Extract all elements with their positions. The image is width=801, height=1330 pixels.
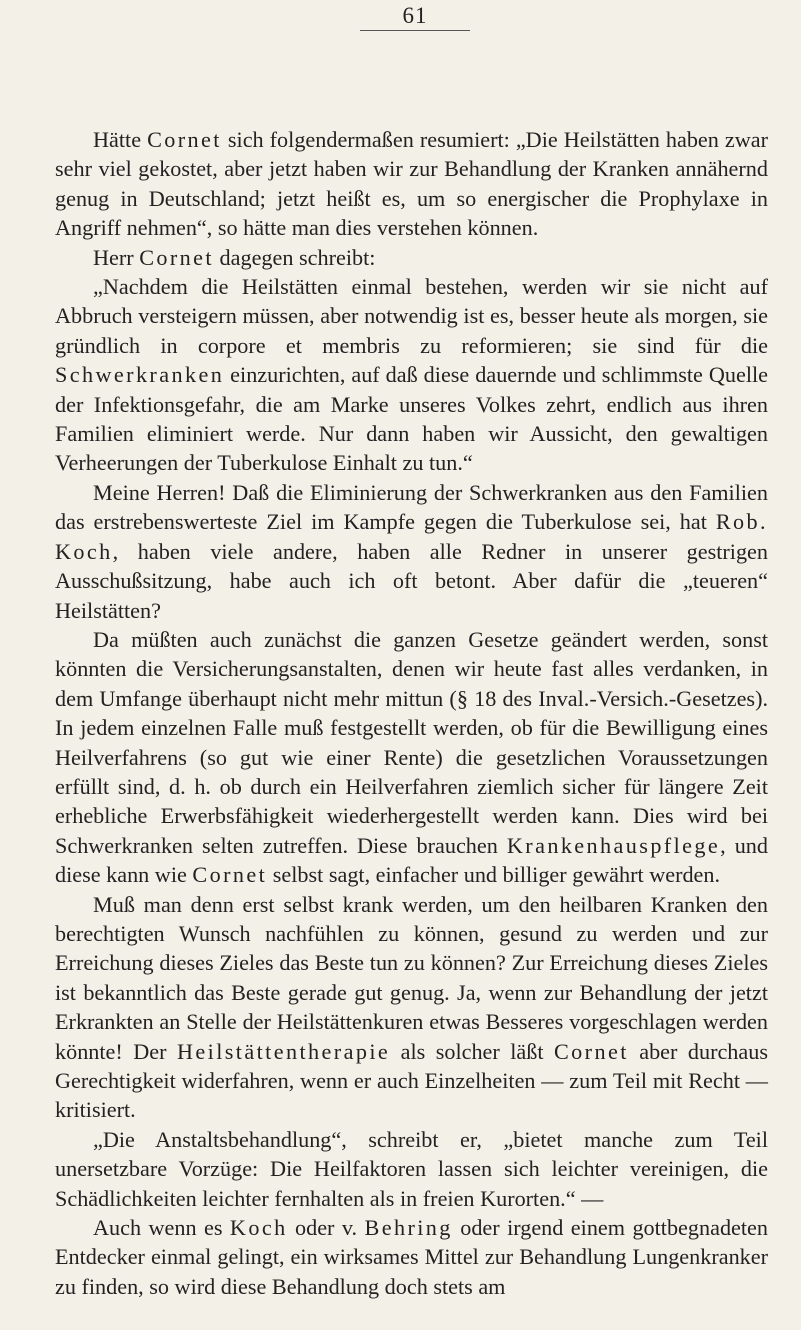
paragraph bbox=[55, 1125, 768, 1213]
spaced-name: Cornet bbox=[147, 127, 222, 152]
text-run: oder irgend einem gottbegnadeten Entdecker einmal gelingt, ein wirksames Mittel zur Behandlung Lungenkranker zu finden, so wird diese Behandlung doch stets am bbox=[55, 1215, 768, 1299]
text-run: , und diese kann wie bbox=[55, 832, 768, 888]
body-text bbox=[55, 125, 768, 1301]
text-run: Muß man denn erst selbst krank werden, um den heilbaren Kranken den berechtigten Wunsch nachfühlen zu können, gesund zu werden und zur Erreichung dieses Zieles das Beste tun zu können? Zur Erreichung dieses Zieles ist bekanntlich das Beste gerade gut genug. Ja, wenn zur Behandlung der jetzt Erkrankten an Stelle der Heilstättenkuren etwas Besseres vorgeschlagen werden könnte! Der bbox=[55, 891, 768, 1064]
spaced-name: Schwerkranken bbox=[55, 362, 225, 388]
paragraph bbox=[55, 272, 768, 478]
paragraph bbox=[55, 890, 768, 1125]
paragraph bbox=[55, 243, 768, 272]
text-run: „Nachdem die Heilstätten einmal bestehen, werden wir sie nicht auf Abbruch versteigern müssen, aber notwendig ist es, besser heute als morgen, sie gründlich in corpore et membris zu reformieren; sie sind für die bbox=[55, 274, 768, 358]
spaced-name: Heilstättentherapie bbox=[176, 1038, 391, 1064]
text-run: , haben viele andere, haben alle Redner in unserer gestrigen Ausschußsitzung, habe auch ich oft betont. Aber dafür die „teueren“ Heilstätten? bbox=[55, 538, 768, 623]
spaced-name: Behring bbox=[364, 1215, 453, 1241]
spaced-name: Krankenhauspflege bbox=[506, 832, 721, 858]
text-run: dagegen schreibt: bbox=[214, 244, 376, 270]
text-run: Meine Herren! Daß die Eliminierung der Schwerkranken aus den Familien das erstrebenswerteste Ziel im Kampfe gegen die Tuberkulose sei, hat bbox=[55, 479, 768, 535]
spaced-name: Rob. Koch bbox=[55, 509, 768, 564]
text-run: Auch wenn es bbox=[93, 1215, 230, 1241]
text-run: selbst sagt, einfacher und billiger gewährt werden. bbox=[267, 862, 721, 888]
page-header bbox=[360, 4, 470, 31]
paragraph bbox=[55, 625, 768, 890]
text-run: oder v. bbox=[287, 1215, 365, 1241]
page-number: 61 bbox=[402, 3, 428, 28]
paragraph bbox=[55, 1213, 768, 1301]
spaced-name: Koch bbox=[229, 1215, 288, 1241]
text-run: einzurichten, auf daß diese dauernde und schlimmste Quelle der Infektionsgefahr, die am Marke unseres Volkes zehrt, endlich aus ihren Familien eliminiert werde. Nur dann haben wir Aussicht, den gewaltigen Verheerungen der Tuberkulose Einhalt zu tun.“ bbox=[55, 362, 768, 476]
text-run: Hätte bbox=[93, 127, 148, 152]
text-run: aber durchaus Gerechtigkeit widerfahren, wenn er auch Einzelheiten — zum Teil mit Recht — kritisiert. bbox=[55, 1038, 768, 1123]
text-run: sich folgendermaßen resumiert: „Die Heilstätten haben zwar sehr viel gekostet, aber jetzt haben wir zur Behandlung der Kranken annähernd genug in Deutschland; jetzt heißt es, um so energischer die Prophylaxe in Angriff nehmen“, so hätte man dies verstehen können. bbox=[55, 127, 768, 241]
spaced-name: Cornet bbox=[192, 862, 268, 888]
paragraph bbox=[55, 125, 768, 243]
text-run: als solcher läßt bbox=[390, 1038, 554, 1064]
text-run: Herr bbox=[93, 244, 140, 270]
spaced-name: Cornet bbox=[553, 1038, 629, 1064]
text-run: Da müßten auch zunächst die ganzen Gesetze geändert werden, sonst könnten die Versicherungsanstalten, denen wir heute fast alles verdanken, in dem Umfange überhaupt nicht mehr mittun (§ 18 des Inval.-Versich.-Gesetzes). In jedem einzelnen Falle muß festgestellt werden, ob für die Bewilligung eines Heilverfahrens (so gut wie einer Rente) die gesetzlichen Voraussetzungen erfüllt sind, d. h. ob durch ein Heilverfahren ziemlich sicher für längere Zeit erhebliche Erwerbsfähigkeit wiederhergestellt werden kann. Dies wird bei Schwerkranken selten zutreffen. Diese brauchen bbox=[55, 626, 768, 858]
spaced-name: Cornet bbox=[139, 244, 214, 270]
header-rule bbox=[360, 30, 470, 31]
text-run: „Die Anstaltsbehandlung“, schreibt er, „bietet manche zum Teil unersetzbare Vorzüge: Die Heilfaktoren lassen sich leichter vereinigen, die Schädlichkeiten leichter fernhalten als in freien Kurorten.“ — bbox=[55, 1126, 768, 1211]
paragraph bbox=[55, 478, 768, 625]
